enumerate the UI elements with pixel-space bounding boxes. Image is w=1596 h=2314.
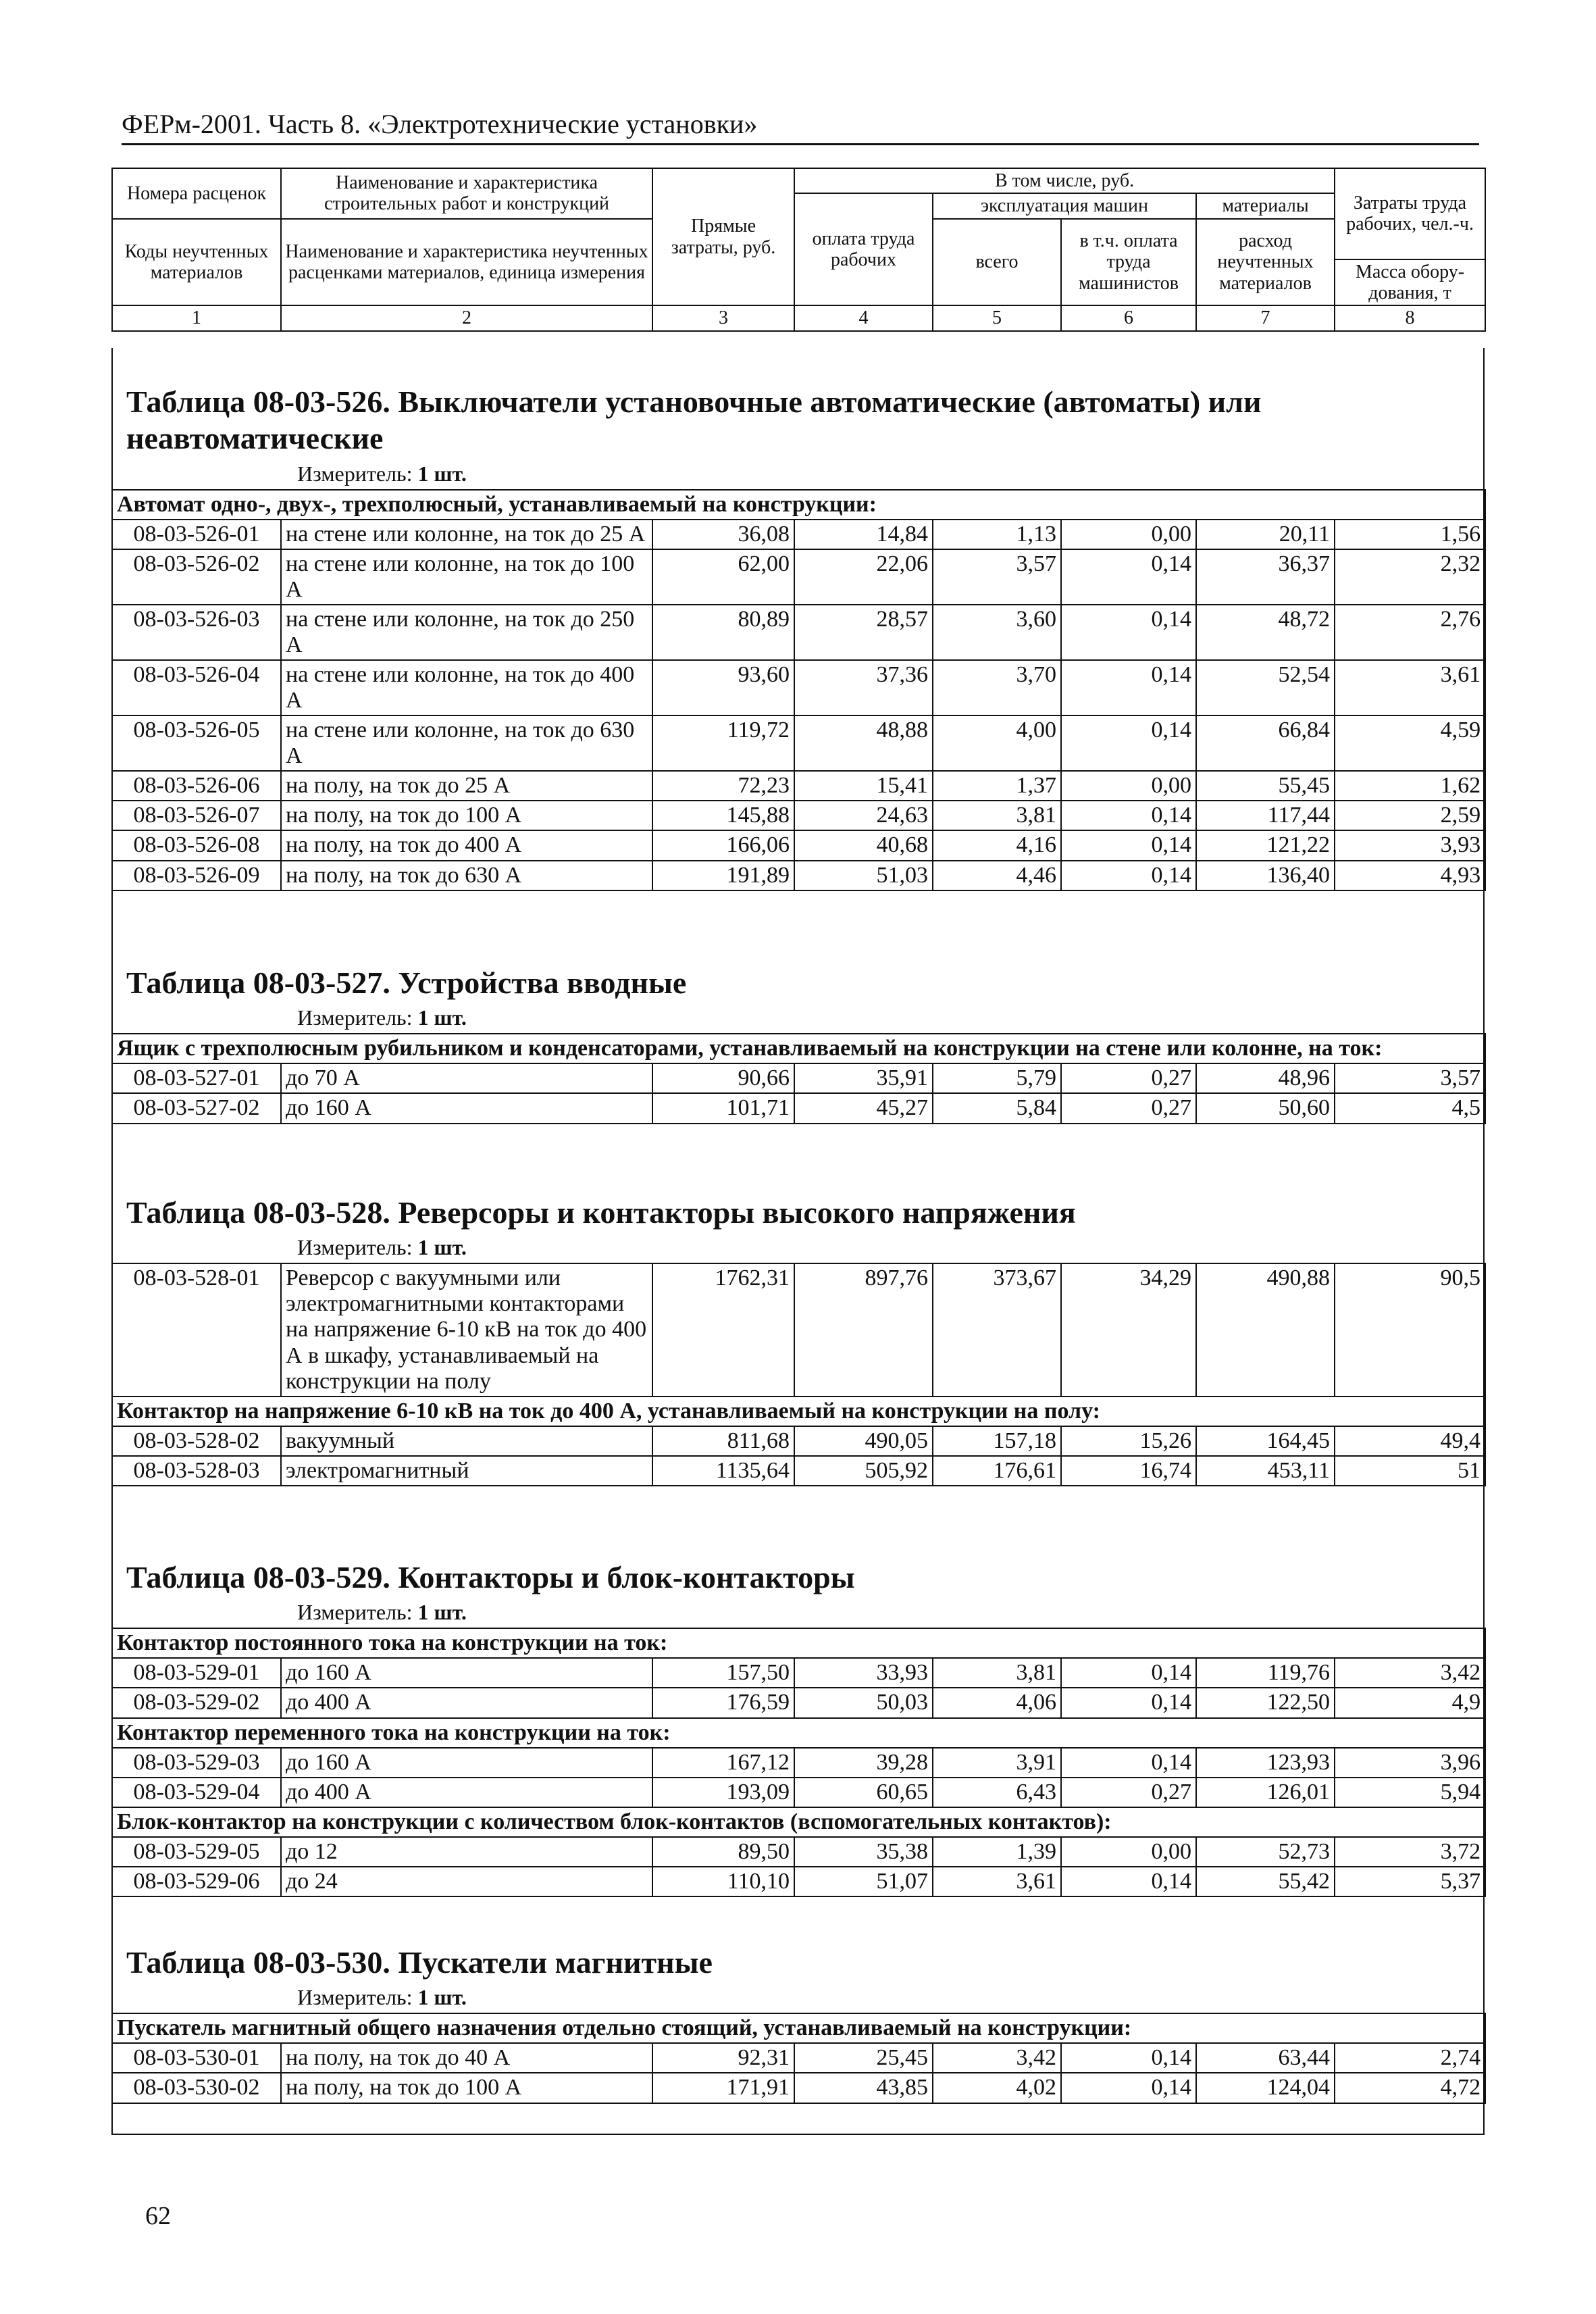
wages-value: 14,84 — [794, 520, 933, 549]
machines-wages-value: 0,14 — [1061, 2043, 1196, 2073]
machines-total-value: 157,18 — [933, 1426, 1061, 1456]
machines-total-value: 4,46 — [933, 861, 1061, 890]
col-num-2: 2 — [281, 305, 652, 330]
table-row — [112, 660, 1485, 715]
labor-value: 4,93 — [1335, 861, 1485, 890]
work-description: на полу, на ток до 100 А — [281, 2073, 652, 2103]
machines-wages-value: 0,14 — [1061, 801, 1196, 830]
document-header: ФЕРм-2001. Часть 8. «Электротехнические установки» — [122, 109, 758, 139]
table-row — [112, 1688, 1485, 1717]
wages-value: 897,76 — [794, 1263, 933, 1396]
machines-wages-value: 0,27 — [1061, 1093, 1196, 1123]
machines-wages-value: 0,00 — [1061, 771, 1196, 801]
work-description: вакуумный — [281, 1426, 652, 1456]
direct-costs-value: 157,50 — [652, 1658, 794, 1688]
measure-line — [297, 1600, 1485, 1625]
table-row — [112, 1867, 1485, 1896]
direct-costs-value: 166,06 — [652, 830, 794, 860]
wages-value: 37,36 — [794, 660, 933, 715]
wages-value: 35,91 — [794, 1063, 933, 1093]
machines-wages-value: 0,14 — [1061, 1748, 1196, 1778]
rate-table — [111, 1033, 1486, 1124]
rate-code: 08-03-529-05 — [112, 1837, 281, 1867]
table-title: Таблица 08-03-526. Выключатели установочные автоматические (автоматы) или неавтоматические — [126, 384, 1262, 456]
direct-costs-value: 92,31 — [652, 2043, 794, 2073]
wages-value: 33,93 — [794, 1658, 933, 1688]
direct-costs-value: 193,09 — [652, 1778, 794, 1807]
rate-code: 08-03-526-06 — [112, 771, 281, 801]
header-direct-costs: Прямые затраты, руб. — [652, 168, 794, 305]
table-row — [112, 1093, 1485, 1123]
direct-costs-value: 93,60 — [652, 660, 794, 715]
header-materials: материалы — [1196, 193, 1335, 218]
wages-value: 35,38 — [794, 1837, 933, 1867]
page-number: 62 — [145, 2202, 171, 2230]
machines-wages-value: 0,27 — [1061, 1778, 1196, 1807]
table-row — [112, 2073, 1485, 2103]
rate-table — [111, 2013, 1486, 2103]
table-section — [111, 1944, 1485, 2104]
materials-value: 52,73 — [1196, 1837, 1335, 1867]
materials-value: 121,22 — [1196, 830, 1335, 860]
machines-total-value: 5,79 — [933, 1063, 1061, 1093]
table-row — [112, 1748, 1485, 1778]
measure-value: 1 шт. — [417, 1005, 467, 1030]
table-row — [112, 1063, 1485, 1093]
materials-value: 136,40 — [1196, 861, 1335, 890]
header-rule — [122, 143, 1479, 145]
rate-code: 08-03-526-01 — [112, 520, 281, 549]
work-description: до 160 А — [281, 1093, 652, 1123]
table-title: Таблица 08-03-527. Устройства вводные — [126, 965, 687, 1000]
measure-label: Измеритель: — [297, 1235, 413, 1260]
wages-value: 28,57 — [794, 605, 933, 660]
materials-value: 36,37 — [1196, 549, 1335, 605]
materials-value: 66,84 — [1196, 715, 1335, 771]
group-row — [112, 1628, 1485, 1658]
table-row — [112, 1658, 1485, 1688]
col-num-5: 5 — [933, 305, 1061, 330]
group-row — [112, 490, 1485, 520]
machines-total-value: 6,43 — [933, 1778, 1061, 1807]
direct-costs-value: 90,66 — [652, 1063, 794, 1093]
wages-value: 51,03 — [794, 861, 933, 890]
work-description: на стене или колонне, на ток до 100 А — [281, 549, 652, 605]
direct-costs-value: 191,89 — [652, 861, 794, 890]
table-row — [112, 1837, 1485, 1867]
table-row — [112, 1778, 1485, 1807]
materials-value: 126,01 — [1196, 1778, 1335, 1807]
labor-value: 2,74 — [1335, 2043, 1485, 2073]
work-description: до 400 А — [281, 1778, 652, 1807]
header-machines: эксплуатация машин — [933, 193, 1196, 218]
table-row — [112, 2043, 1485, 2073]
machines-wages-value: 0,14 — [1061, 1658, 1196, 1688]
labor-value: 4,5 — [1335, 1093, 1485, 1123]
table-section — [111, 1194, 1485, 1486]
materials-value: 48,72 — [1196, 605, 1335, 660]
direct-costs-value: 1762,31 — [652, 1263, 794, 1396]
labor-value: 4,72 — [1335, 2073, 1485, 2103]
work-description: на полу, на ток до 100 А — [281, 801, 652, 830]
wages-value: 490,05 — [794, 1426, 933, 1456]
work-description: Реверсор с вакуумными или электромагнитными контакторами на напряжение 6-10 кВ на ток до 400 А в шкафу, устанавливаемый на конструкции на полу — [281, 1263, 652, 1396]
table-row — [112, 801, 1485, 830]
header-name-top: Наименование и характеристика строительных работ и конструкций — [281, 168, 652, 219]
table-title: Таблица 08-03-529. Контакторы и блок-контакторы — [126, 1560, 855, 1594]
work-description: до 160 А — [281, 1748, 652, 1778]
direct-costs-value: 101,71 — [652, 1093, 794, 1123]
table-section — [111, 384, 1485, 891]
labor-value: 3,42 — [1335, 1658, 1485, 1688]
header-mass: Масса обору- дования, т — [1335, 259, 1485, 306]
measure-value: 1 шт. — [417, 1985, 467, 2010]
direct-costs-value: 176,59 — [652, 1688, 794, 1717]
group-row — [112, 2013, 1485, 2043]
labor-value: 2,59 — [1335, 801, 1485, 830]
machines-total-value: 3,42 — [933, 2043, 1061, 2073]
direct-costs-value: 1135,64 — [652, 1456, 794, 1486]
measure-value: 1 шт. — [417, 1235, 467, 1260]
materials-value: 123,93 — [1196, 1748, 1335, 1778]
machines-wages-value: 0,14 — [1061, 715, 1196, 771]
materials-value: 63,44 — [1196, 2043, 1335, 2073]
rate-code: 08-03-526-05 — [112, 715, 281, 771]
work-description: на стене или колонне, на ток до 250 А — [281, 605, 652, 660]
work-description: на полу, на ток до 25 А — [281, 771, 652, 801]
rate-code: 08-03-526-02 — [112, 549, 281, 605]
measure-line — [297, 461, 1485, 486]
labor-value: 3,93 — [1335, 830, 1485, 860]
machines-wages-value: 0,14 — [1061, 660, 1196, 715]
machines-total-value: 1,37 — [933, 771, 1061, 801]
work-description: до 160 А — [281, 1658, 652, 1688]
table-title: Таблица 08-03-530. Пускатели магнитные — [126, 1945, 713, 1980]
labor-value: 90,5 — [1335, 1263, 1485, 1396]
machines-total-value: 4,02 — [933, 2073, 1061, 2103]
rate-code: 08-03-529-04 — [112, 1778, 281, 1807]
wages-value: 39,28 — [794, 1748, 933, 1778]
machines-wages-value: 0,14 — [1061, 830, 1196, 860]
header-number-bottom: Коды неучтенных материалов — [112, 219, 281, 306]
direct-costs-value: 89,50 — [652, 1837, 794, 1867]
work-description: до 24 — [281, 1867, 652, 1896]
wages-value: 22,06 — [794, 549, 933, 605]
rate-code: 08-03-528-03 — [112, 1456, 281, 1486]
machines-total-value: 373,67 — [933, 1263, 1061, 1396]
table-title: Таблица 08-03-528. Реверсоры и контакторы высокого напряжения — [126, 1195, 1076, 1230]
machines-wages-value: 0,14 — [1061, 549, 1196, 605]
direct-costs-value: 72,23 — [652, 771, 794, 801]
table-row — [112, 605, 1485, 660]
header-materials-unaccounted: расход неучтенных материалов — [1196, 219, 1335, 306]
rate-code: 08-03-526-08 — [112, 830, 281, 860]
group-row — [112, 1718, 1485, 1748]
rate-code: 08-03-527-02 — [112, 1093, 281, 1123]
machines-wages-value: 0,27 — [1061, 1063, 1196, 1093]
machines-total-value: 3,60 — [933, 605, 1061, 660]
machines-wages-value: 0,00 — [1061, 1837, 1196, 1867]
wages-value: 15,41 — [794, 771, 933, 801]
col-num-8: 8 — [1335, 305, 1485, 330]
measure-line — [297, 1235, 1485, 1260]
direct-costs-value: 110,10 — [652, 1867, 794, 1896]
rate-code: 08-03-526-04 — [112, 660, 281, 715]
labor-value: 3,96 — [1335, 1748, 1485, 1778]
labor-value: 3,61 — [1335, 660, 1485, 715]
rate-table — [111, 1263, 1486, 1486]
measure-label: Измеритель: — [297, 1005, 413, 1030]
materials-value: 122,50 — [1196, 1688, 1335, 1717]
labor-value: 49,4 — [1335, 1426, 1485, 1456]
labor-value: 3,72 — [1335, 1837, 1485, 1867]
labor-value: 5,37 — [1335, 1867, 1485, 1896]
materials-value: 490,88 — [1196, 1263, 1335, 1396]
group-row — [112, 1034, 1485, 1063]
rate-code: 08-03-528-02 — [112, 1426, 281, 1456]
materials-value: 20,11 — [1196, 520, 1335, 549]
table-row — [112, 861, 1485, 890]
labor-value: 1,62 — [1335, 771, 1485, 801]
rate-table — [111, 489, 1486, 891]
rate-code: 08-03-526-03 — [112, 605, 281, 660]
machines-total-value: 3,70 — [933, 660, 1061, 715]
labor-value: 2,32 — [1335, 549, 1485, 605]
measure-label: Измеритель: — [297, 1985, 413, 2010]
work-description: на полу, на ток до 630 А — [281, 861, 652, 890]
direct-costs-value: 171,91 — [652, 2073, 794, 2103]
header-wages: оплата труда рабочих — [794, 193, 933, 305]
direct-costs-value: 145,88 — [652, 801, 794, 830]
machines-total-value: 3,57 — [933, 549, 1061, 605]
measure-line — [297, 1005, 1485, 1030]
header-machines-total: всего — [933, 219, 1061, 306]
wages-value: 50,03 — [794, 1688, 933, 1717]
work-description: до 12 — [281, 1837, 652, 1867]
wages-value: 25,45 — [794, 2043, 933, 2073]
materials-value: 124,04 — [1196, 2073, 1335, 2103]
labor-value: 4,59 — [1335, 715, 1485, 771]
machines-wages-value: 0,14 — [1061, 861, 1196, 890]
header-labor: Затраты труда рабочих, чел.-ч. — [1335, 168, 1485, 259]
materials-value: 55,42 — [1196, 1867, 1335, 1896]
machines-wages-value: 0,14 — [1061, 1867, 1196, 1896]
col-num-3: 3 — [652, 305, 794, 330]
group-heading: Ящик с трехполюсным рубильником и конденсаторами, устанавливаемый на конструкции на стене или колонне, на ток: — [112, 1034, 1485, 1063]
direct-costs-value: 80,89 — [652, 605, 794, 660]
measure-value: 1 шт. — [417, 461, 467, 486]
table-row — [112, 771, 1485, 801]
table-row — [112, 549, 1485, 605]
work-description: на полу, на ток до 400 А — [281, 830, 652, 860]
machines-total-value: 5,84 — [933, 1093, 1061, 1123]
rate-code: 08-03-529-02 — [112, 1688, 281, 1717]
rate-code: 08-03-527-01 — [112, 1063, 281, 1093]
machines-total-value: 3,91 — [933, 1748, 1061, 1778]
labor-value: 4,9 — [1335, 1688, 1485, 1717]
rate-code: 08-03-529-03 — [112, 1748, 281, 1778]
table-row — [112, 520, 1485, 549]
machines-wages-value: 0,14 — [1061, 2073, 1196, 2103]
group-heading: Пускатель магнитный общего назначения отдельно стоящий, устанавливаемый на конструкции: — [112, 2013, 1485, 2043]
labor-value: 5,94 — [1335, 1778, 1485, 1807]
measure-value: 1 шт. — [417, 1600, 467, 1625]
wages-value: 60,65 — [794, 1778, 933, 1807]
work-description: до 70 А — [281, 1063, 652, 1093]
rate-code: 08-03-526-07 — [112, 801, 281, 830]
machines-total-value: 4,00 — [933, 715, 1061, 771]
rate-code: 08-03-528-01 — [112, 1263, 281, 1396]
group-heading: Контактор переменного тока на конструкции на ток: — [112, 1718, 1485, 1748]
machines-total-value: 3,81 — [933, 1658, 1061, 1688]
table-row — [112, 830, 1485, 860]
labor-value: 3,57 — [1335, 1063, 1485, 1093]
group-heading: Контактор постоянного тока на конструкции на ток: — [112, 1628, 1485, 1658]
col-num-7: 7 — [1196, 305, 1335, 330]
wages-value: 43,85 — [794, 2073, 933, 2103]
materials-value: 117,44 — [1196, 801, 1335, 830]
rate-code: 08-03-529-01 — [112, 1658, 281, 1688]
materials-value: 453,11 — [1196, 1456, 1335, 1486]
direct-costs-value: 36,08 — [652, 520, 794, 549]
measure-label: Измеритель: — [297, 461, 413, 486]
group-heading: Блок-контактор на конструкции с количеством блок-контактов (вспомогательных контактов): — [112, 1807, 1485, 1837]
machines-total-value: 4,16 — [933, 830, 1061, 860]
materials-value: 55,45 — [1196, 771, 1335, 801]
labor-value: 2,76 — [1335, 605, 1485, 660]
direct-costs-value: 167,12 — [652, 1748, 794, 1778]
group-heading: Контактор на напряжение 6-10 кВ на ток до 400 А, устанавливаемый на конструкции на полу: — [112, 1397, 1485, 1426]
machines-wages-value: 15,26 — [1061, 1426, 1196, 1456]
machines-total-value: 1,13 — [933, 520, 1061, 549]
machines-wages-value: 0,14 — [1061, 605, 1196, 660]
work-description: на стене или колонне, на ток до 630 А — [281, 715, 652, 771]
wages-value: 505,92 — [794, 1456, 933, 1486]
table-row — [112, 1263, 1485, 1396]
machines-total-value: 1,39 — [933, 1837, 1061, 1867]
wages-value: 24,63 — [794, 801, 933, 830]
group-row — [112, 1807, 1485, 1837]
direct-costs-value: 119,72 — [652, 715, 794, 771]
work-description: на полу, на ток до 40 А — [281, 2043, 652, 2073]
column-header-table — [111, 168, 1486, 332]
direct-costs-value: 62,00 — [652, 549, 794, 605]
materials-value: 50,60 — [1196, 1093, 1335, 1123]
wages-value: 48,88 — [794, 715, 933, 771]
machines-total-value: 3,81 — [933, 801, 1061, 830]
table-section — [111, 965, 1485, 1124]
header-number-top: Номера расценок — [112, 168, 281, 219]
group-heading: Автомат одно-, двух-, трехполюсный, устанавливаемый на конструкции: — [112, 490, 1485, 520]
table-row — [112, 1426, 1485, 1456]
col-num-6: 6 — [1061, 305, 1196, 330]
wages-value: 51,07 — [794, 1867, 933, 1896]
header-machines-wages: в т.ч. оплата труда машинистов — [1061, 219, 1196, 306]
header-including: В том числе, руб. — [794, 168, 1335, 193]
table-section — [111, 1559, 1485, 1897]
wages-value: 45,27 — [794, 1093, 933, 1123]
labor-value: 1,56 — [1335, 520, 1485, 549]
work-description: на стене или колонне, на ток до 400 А — [281, 660, 652, 715]
work-description: электромагнитный — [281, 1456, 652, 1486]
machines-wages-value: 0,00 — [1061, 520, 1196, 549]
direct-costs-value: 811,68 — [652, 1426, 794, 1456]
rate-code: 08-03-529-06 — [112, 1867, 281, 1896]
rate-code: 08-03-526-09 — [112, 861, 281, 890]
machines-total-value: 176,61 — [933, 1456, 1061, 1486]
measure-line — [297, 1985, 1485, 2010]
materials-value: 52,54 — [1196, 660, 1335, 715]
col-num-4: 4 — [794, 305, 933, 330]
labor-value: 51 — [1335, 1456, 1485, 1486]
rate-table — [111, 1628, 1486, 1897]
table-row — [112, 715, 1485, 771]
wages-value: 40,68 — [794, 830, 933, 860]
materials-value: 119,76 — [1196, 1658, 1335, 1688]
materials-value: 164,45 — [1196, 1426, 1335, 1456]
work-description: на стене или колонне, на ток до 25 А — [281, 520, 652, 549]
measure-label: Измеритель: — [297, 1600, 413, 1625]
group-row — [112, 1397, 1485, 1426]
machines-total-value: 4,06 — [933, 1688, 1061, 1717]
rate-code: 08-03-530-02 — [112, 2073, 281, 2103]
machines-wages-value: 34,29 — [1061, 1263, 1196, 1396]
work-description: до 400 А — [281, 1688, 652, 1717]
machines-wages-value: 0,14 — [1061, 1688, 1196, 1717]
rate-code: 08-03-530-01 — [112, 2043, 281, 2073]
machines-wages-value: 16,74 — [1061, 1456, 1196, 1486]
machines-total-value: 3,61 — [933, 1867, 1061, 1896]
header-name-bottom: Наименование и характеристика неучтенных расценками материалов, единица измерения — [281, 219, 652, 306]
table-row — [112, 1456, 1485, 1486]
col-num-1: 1 — [112, 305, 281, 330]
materials-value: 48,96 — [1196, 1063, 1335, 1093]
